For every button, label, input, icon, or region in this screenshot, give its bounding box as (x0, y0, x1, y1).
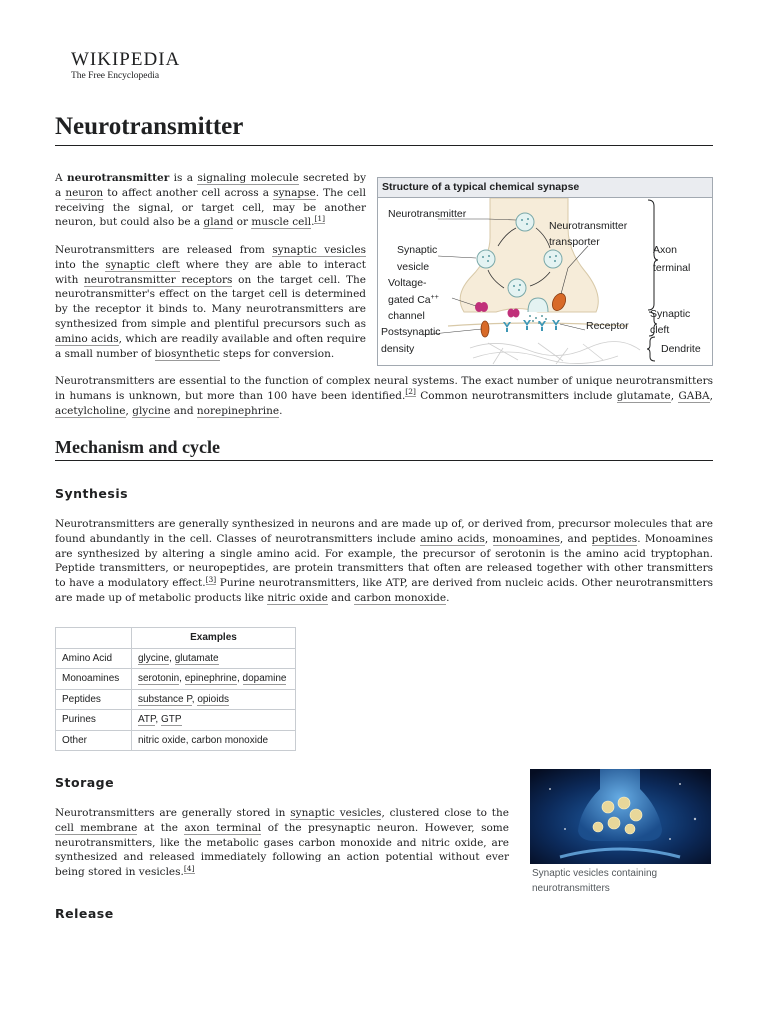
table-row (56, 669, 296, 690)
table-header-empty (56, 628, 132, 649)
link-gtp[interactable]: GTP (160, 714, 182, 726)
link-epinephrine[interactable]: epinephrine (184, 673, 237, 685)
dendrite-lines (470, 341, 640, 364)
link-gland[interactable]: gland (203, 216, 234, 229)
link-neurotransmitter-receptors[interactable]: neurotransmitter receptors (84, 273, 233, 286)
region-braces (647, 200, 658, 361)
link-glutamate-2[interactable]: glutamate (174, 652, 219, 664)
intro-paragraph-2: Neurotransmitters are released from synaptic vesicles into the synaptic cleft where they are able to interact with neurotransmitter receptors on the target cell. The neurotransmitter's effect on the target cell is determined by the receptor it binds to. Many neurotransmitters are synthesized from simple and plentiful precursors such as amino acids, which are readily available and often require a small number of biosynthetic steps for conversion. (55, 244, 366, 360)
table-header-examples: Examples (132, 628, 296, 649)
table-cell-class: Peptides (56, 689, 132, 710)
synapse-diagram[interactable] (378, 198, 712, 365)
link-monoamines[interactable]: monoamines (492, 532, 560, 545)
link-signaling-molecule[interactable]: signaling molecule (197, 172, 299, 184)
label-dendrite: Dendrite (661, 343, 701, 355)
citation-1[interactable]: [1] (314, 213, 326, 223)
link-synaptic-vesicles[interactable]: synaptic vesicles (272, 244, 366, 256)
link-peptides[interactable]: peptides (591, 532, 638, 545)
synaptic-vesicles-image[interactable] (530, 769, 711, 864)
examples-table (55, 627, 296, 751)
title-divider (55, 145, 713, 146)
subsection-heading-storage: Storage (55, 775, 115, 790)
table-row (56, 648, 296, 669)
table-cell-class: Other (56, 730, 132, 751)
table-cell-class: Amino Acid (56, 648, 132, 669)
table-header-row (56, 628, 296, 649)
label-psd-line2: density (381, 343, 415, 355)
label-transporter-line1: Neurotransmitter (549, 220, 628, 232)
intro-paragraph-1: A neurotransmitter is a signaling molecule secreted by a neuron to affect another cell across a synapse. The cell receiving the signal, or target cell, may be another neuron, but could also be a gland or muscle cell.[1] (55, 172, 367, 229)
label-vesicle-line2: vesicle (397, 261, 430, 273)
table-row (56, 730, 296, 751)
link-nitric-oxide[interactable]: nitric oxide (267, 591, 328, 604)
label-vgcc-line2: gated Ca++ (388, 294, 439, 306)
wikipedia-logo[interactable] (71, 50, 180, 82)
link-synaptic-vesicles-2[interactable]: synaptic vesicles (290, 807, 382, 819)
citation-3[interactable]: [3] (205, 574, 217, 584)
table-cell-class: Monoamines (56, 669, 132, 690)
table-cell-examples: ATP, GTP (132, 710, 296, 731)
term-bold: neurotransmitter (67, 172, 170, 184)
table-cell-examples: substance P, opioids (132, 689, 296, 710)
label-vesicle-line1: Synaptic (397, 244, 438, 256)
link-axon-terminal[interactable]: axon terminal (184, 821, 262, 834)
subsection-heading-synthesis: Synthesis (55, 486, 129, 501)
link-synaptic-cleft[interactable]: synaptic cleft (105, 258, 180, 271)
link-glycine-2[interactable]: glycine (138, 652, 170, 664)
synthesis-paragraph: Neurotransmitters are generally synthesized in neurons and are made up of, or derived from, precursor molecules that are found abundantly in the cell. Classes of neurotransmitters include amino acids, monoamines, and peptides. Monoamines are synthesized by altering a single amino acid. For example, the precursor of serotonin is the amino acid tryptophan. Peptide transmitters, or neuropeptides, are protein transmitters that often are released together with other transmitters to have a modulatory effect.[3] Purine neurotransmitters, like ATP, are derived from nucleic acids. Other neurotransmitters are made up of metabolic products like nitric oxide and carbon monoxide. (55, 518, 713, 604)
page-title: Neurotransmitter (55, 113, 244, 140)
table-row (56, 710, 296, 731)
label-vgcc-line3: channel (388, 310, 425, 322)
label-psd-line1: Postsynaptic (381, 326, 441, 338)
citation-2[interactable]: [2] (405, 387, 416, 397)
label-axon-line2: terminal (653, 262, 691, 274)
link-gaba[interactable]: GABA (678, 389, 710, 402)
link-atp[interactable]: ATP (138, 714, 156, 726)
intro-paragraph-3: Neurotransmitters are essential to the function of complex neural systems. The exact number of unique neurotransmitters in humans is unknown, but more than 100 have been identified.[2] Common neurotransmitters include glutamate, GABA, acetylcholine, glycine and norepinephrine. (55, 375, 713, 417)
label-transporter-line2: transporter (549, 236, 600, 248)
link-opioids[interactable]: opioids (197, 693, 230, 705)
link-carbon-monoxide[interactable]: carbon monoxide (354, 591, 447, 604)
postsynaptic-channel-icon (481, 321, 489, 337)
storage-paragraph: Neurotransmitters are generally stored in synaptic vesicles, clustered close to the cell membrane at the axon terminal of the presynaptic neuron. However, some neurotransmitters, like the metabolic gases carbon monoxide and nitric oxide, are synthesized and released immediately following an action potential without ever being stored in vesicles.[4] (55, 807, 509, 879)
figure-caption: Synaptic vesicles containing neurotransmitters (532, 868, 658, 894)
fusing-vesicle (528, 298, 548, 312)
table-cell-class: Purines (56, 710, 132, 731)
table-cell-examples: nitric oxide, carbon monoxide (132, 730, 296, 751)
subsection-heading-release: Release (55, 906, 114, 921)
link-norepinephrine[interactable]: norepinephrine (196, 404, 280, 417)
synapse-infobox (377, 177, 713, 366)
label-cleft-line1: Synaptic (650, 308, 691, 320)
link-cell-membrane[interactable]: cell membrane (55, 821, 138, 834)
link-dopamine[interactable]: dopamine (242, 673, 287, 685)
label-vgcc-line1: Voltage- (388, 277, 427, 289)
receptor-icons (503, 320, 560, 332)
infobox-caption: Structure of a typical chemical synapse (378, 178, 712, 198)
link-neuron[interactable]: neuron (65, 186, 104, 199)
citation-4[interactable]: [4] (183, 863, 195, 873)
section-divider (55, 460, 713, 461)
logo-wordmark: WIKIPEDIA (71, 49, 181, 70)
link-glutamate[interactable]: glutamate (616, 389, 671, 402)
table-cell-examples: serotonin, epinephrine, dopamine (132, 669, 296, 690)
link-biosynthetic[interactable]: biosynthetic (154, 347, 220, 360)
link-synapse[interactable]: synapse (273, 186, 316, 199)
table-cell-examples: glycine, glutamate (132, 648, 296, 669)
link-amino-acids-2[interactable]: amino acids (420, 532, 485, 545)
link-acetylcholine[interactable]: acetylcholine (55, 404, 126, 417)
label-neurotransmitter: Neurotransmitter (388, 208, 467, 220)
section-heading-mechanism: Mechanism and cycle (55, 437, 220, 457)
label-cleft-line2: cleft (650, 324, 670, 336)
link-substance-p[interactable]: substance P (138, 693, 192, 705)
link-glycine[interactable]: glycine (132, 404, 171, 417)
logo-tagline: The Free Encyclopedia (71, 71, 160, 81)
link-muscle-cell[interactable]: muscle cell (251, 216, 312, 229)
link-amino-acids[interactable]: amino acids (55, 332, 119, 345)
table-row (56, 689, 296, 710)
label-axon-line1: Axon (653, 244, 677, 256)
label-receptor: Receptor (586, 320, 629, 332)
link-serotonin[interactable]: serotonin (138, 673, 180, 685)
